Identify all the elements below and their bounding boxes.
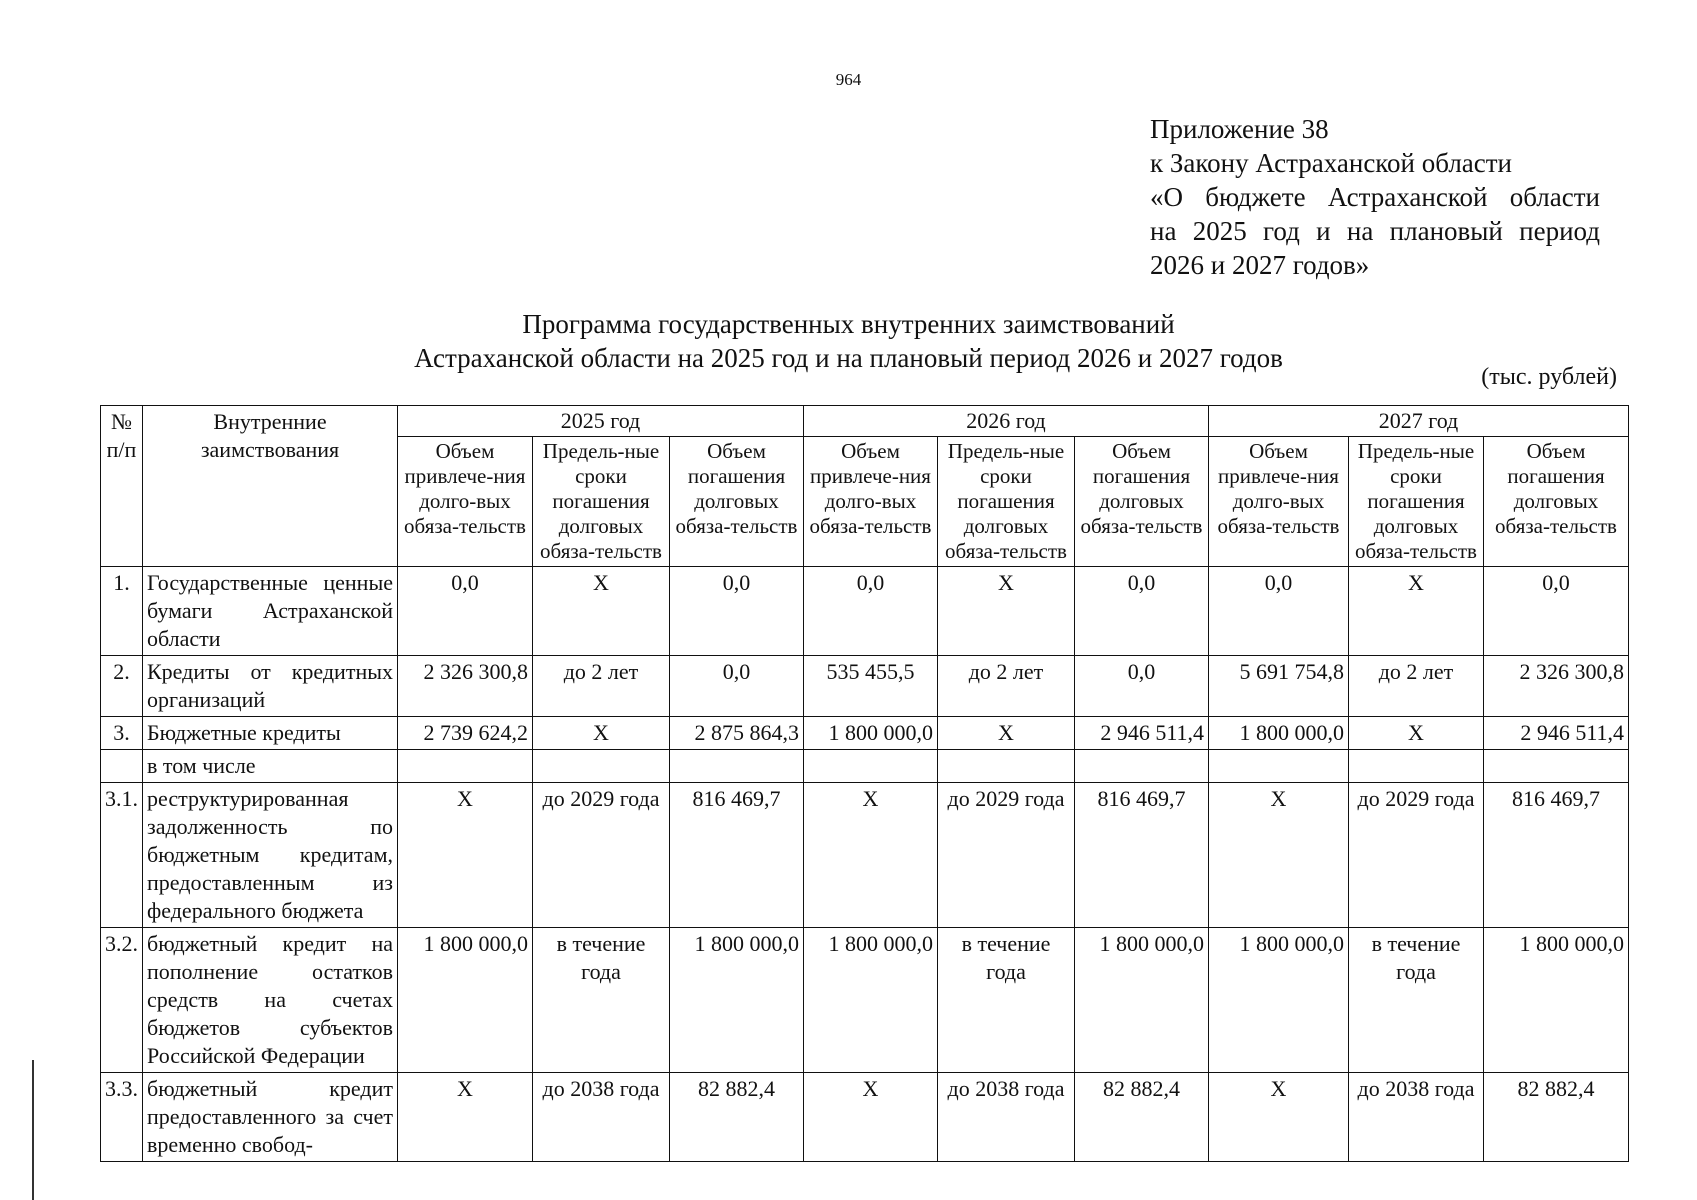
cell: Х <box>398 783 533 928</box>
cell: 5 691 754,8 <box>1209 656 1349 717</box>
cell: 2 946 511,4 <box>1075 717 1209 750</box>
header-year-2026: 2026 год <box>804 406 1209 437</box>
cell: 82 882,4 <box>1075 1073 1209 1162</box>
units-label: (тыс. рублей) <box>1481 364 1617 390</box>
cell <box>1484 750 1629 783</box>
cell: Х <box>533 717 670 750</box>
row-num: 3.1. <box>101 783 143 928</box>
cell: 0,0 <box>804 567 938 656</box>
cell: 1 800 000,0 <box>1075 928 1209 1073</box>
cell: 0,0 <box>1075 656 1209 717</box>
row-num: 1. <box>101 567 143 656</box>
cell: 1 800 000,0 <box>1209 928 1349 1073</box>
appendix-line: Приложение 38 <box>1150 114 1329 144</box>
cell: Х <box>804 783 938 928</box>
table-row <box>101 1073 1629 1162</box>
cell: 2 326 300,8 <box>398 656 533 717</box>
cell: 82 882,4 <box>1484 1073 1629 1162</box>
appendix-line: к Закону Астраханской области <box>1150 148 1513 178</box>
row-num: 2. <box>101 656 143 717</box>
header-year-2025: 2025 год <box>398 406 804 437</box>
cell <box>670 750 804 783</box>
cell: Х <box>1209 1073 1349 1162</box>
row-name: бюджетный кредит предоставленного за счет временно свобод- <box>143 1073 398 1162</box>
header-volume-repaid: Объем погашения долговых обяза-тельств <box>1075 437 1209 567</box>
cell: 1 800 000,0 <box>1209 717 1349 750</box>
row-num <box>101 750 143 783</box>
cell: 1 800 000,0 <box>1484 928 1629 1073</box>
header-volume-repaid: Объем погашения долговых обяза-тельств <box>670 437 804 567</box>
cell: 816 469,7 <box>670 783 804 928</box>
cell: до 2 лет <box>533 656 670 717</box>
table-row <box>101 783 1629 928</box>
cell <box>398 750 533 783</box>
cell: до 2029 года <box>938 783 1075 928</box>
header-num: № п/п <box>101 406 143 567</box>
row-name: Кредиты от кредитных организаций <box>143 656 398 717</box>
cell: до 2029 года <box>1349 783 1484 928</box>
borrowing-table <box>100 405 1629 1162</box>
cell: 816 469,7 <box>1484 783 1629 928</box>
cell: до 2 лет <box>1349 656 1484 717</box>
cell: Х <box>533 567 670 656</box>
document-title <box>0 307 1697 375</box>
cell: 2 326 300,8 <box>1484 656 1629 717</box>
row-num: 3.3. <box>101 1073 143 1162</box>
cell <box>533 750 670 783</box>
cell: в течение года <box>1349 928 1484 1073</box>
row-name: Государственные ценные бумаги Астраханской области <box>143 567 398 656</box>
header-maturity: Предель-ные сроки погашения долговых обяза-тельств <box>1349 437 1484 567</box>
cell <box>804 750 938 783</box>
cell: 0,0 <box>398 567 533 656</box>
header-volume-raised: Объем привлече-ния долго-вых обяза-тельств <box>398 437 533 567</box>
appendix-line: «О бюджете Астраханской области <box>1150 182 1600 212</box>
cell: 2 739 624,2 <box>398 717 533 750</box>
cell: Х <box>1209 783 1349 928</box>
cell: 1 800 000,0 <box>804 717 938 750</box>
cell: Х <box>804 1073 938 1162</box>
row-name: реструктурированная задолженность по бюджетным кредитам, предоставленным из федерального бюджета <box>143 783 398 928</box>
cell: Х <box>1349 717 1484 750</box>
cell: Х <box>938 567 1075 656</box>
cell: до 2038 года <box>938 1073 1075 1162</box>
header-maturity: Предель-ные сроки погашения долговых обяза-тельств <box>533 437 670 567</box>
cell <box>1075 750 1209 783</box>
appendix-heading <box>1150 112 1600 282</box>
cell: 2 875 864,3 <box>670 717 804 750</box>
row-name: Бюджетные кредиты <box>143 717 398 750</box>
cell: Х <box>1349 567 1484 656</box>
header-volume-repaid: Объем погашения долговых обяза-тельств <box>1484 437 1629 567</box>
row-num: 3.2. <box>101 928 143 1073</box>
cell: до 2038 года <box>1349 1073 1484 1162</box>
table-row <box>101 928 1629 1073</box>
cell: 816 469,7 <box>1075 783 1209 928</box>
table-row <box>101 750 1629 783</box>
cell: до 2 лет <box>938 656 1075 717</box>
page-number: 964 <box>835 70 862 89</box>
table-row <box>101 717 1629 750</box>
row-num: 3. <box>101 717 143 750</box>
appendix-line: на 2025 год и на плановый период <box>1150 216 1600 246</box>
cell: 535 455,5 <box>804 656 938 717</box>
header-maturity: Предель-ные сроки погашения долговых обяза-тельств <box>938 437 1075 567</box>
table-row <box>101 567 1629 656</box>
cell: 1 800 000,0 <box>398 928 533 1073</box>
cell: 0,0 <box>670 656 804 717</box>
cell: 0,0 <box>1075 567 1209 656</box>
cell: 1 800 000,0 <box>670 928 804 1073</box>
row-name: бюджетный кредит на пополнение остатков средств на счетах бюджетов субъектов Российской Федерации <box>143 928 398 1073</box>
cell: 82 882,4 <box>670 1073 804 1162</box>
row-name: в том числе <box>143 750 398 783</box>
scan-edge-line <box>32 1060 34 1200</box>
appendix-line: 2026 и 2027 годов» <box>1150 250 1370 280</box>
header-volume-raised: Объем привлече-ния долго-вых обяза-тельств <box>1209 437 1349 567</box>
table-row <box>101 656 1629 717</box>
cell: до 2038 года <box>533 1073 670 1162</box>
cell <box>1209 750 1349 783</box>
header-volume-raised: Объем привлече-ния долго-вых обяза-тельств <box>804 437 938 567</box>
header-name: Внутренние заимствования <box>143 406 398 567</box>
cell: 2 946 511,4 <box>1484 717 1629 750</box>
cell <box>938 750 1075 783</box>
cell: в течение года <box>533 928 670 1073</box>
cell: до 2029 года <box>533 783 670 928</box>
title-line: Астраханской области на 2025 год и на плановый период 2026 и 2027 годов <box>414 343 1283 373</box>
cell: 0,0 <box>670 567 804 656</box>
cell: Х <box>938 717 1075 750</box>
cell: 0,0 <box>1209 567 1349 656</box>
cell <box>1349 750 1484 783</box>
cell: Х <box>398 1073 533 1162</box>
header-year-2027: 2027 год <box>1209 406 1629 437</box>
cell: в течение года <box>938 928 1075 1073</box>
title-line: Программа государственных внутренних заимствований <box>522 309 1175 339</box>
cell: 0,0 <box>1484 567 1629 656</box>
cell: 1 800 000,0 <box>804 928 938 1073</box>
